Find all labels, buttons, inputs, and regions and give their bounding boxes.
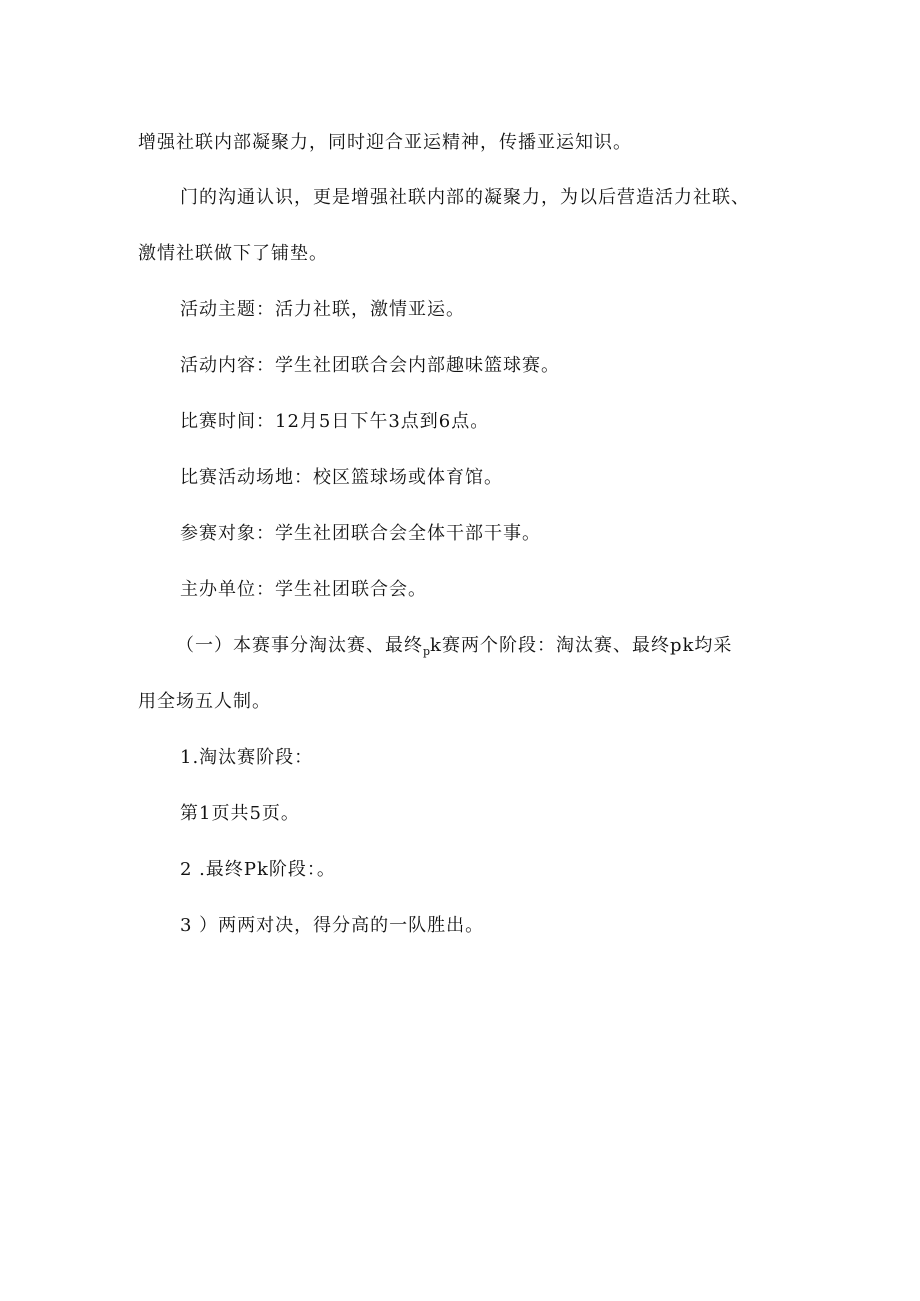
list-item: 1.淘汰赛阶段： bbox=[180, 747, 314, 768]
match-venue: 比赛活动场地：校区篮球场或体育馆。 bbox=[180, 467, 503, 488]
stage-text-before: （一）本赛事分淘汰赛、最终 bbox=[176, 635, 423, 656]
paragraph-line: 激情社联做下了铺垫。 bbox=[138, 243, 328, 264]
paragraph-line: 门的沟通认识，更是增强社联内部的凝聚力，为以后营造活力社联、 bbox=[180, 187, 750, 208]
stage-description-line bbox=[176, 634, 732, 664]
paragraph-line: 增强社联内部凝聚力，同时迎合亚运精神，传播亚运知识。 bbox=[138, 132, 632, 153]
page-counter: 第1页共5页。 bbox=[180, 803, 300, 824]
match-time: 比赛时间：12月5日下午3点到6点。 bbox=[180, 411, 490, 432]
stage-text-subscript: p bbox=[423, 645, 431, 658]
paragraph-line: 用全场五人制。 bbox=[138, 691, 271, 712]
activity-content: 活动内容：学生社团联合会内部趣味篮球赛。 bbox=[180, 355, 560, 376]
list-item: 3 ）两两对决，得分高的一队胜出。 bbox=[180, 915, 485, 936]
stage-text-after: k赛两个阶段：淘汰赛、最终pk均采 bbox=[430, 635, 733, 656]
participants: 参赛对象：学生社团联合会全体干部干事。 bbox=[180, 523, 541, 544]
organizer: 主办单位：学生社团联合会。 bbox=[180, 579, 427, 600]
list-item: 2 .最终Pk阶段：。 bbox=[180, 859, 336, 880]
activity-theme: 活动主题：活力社联，激情亚运。 bbox=[180, 299, 465, 320]
